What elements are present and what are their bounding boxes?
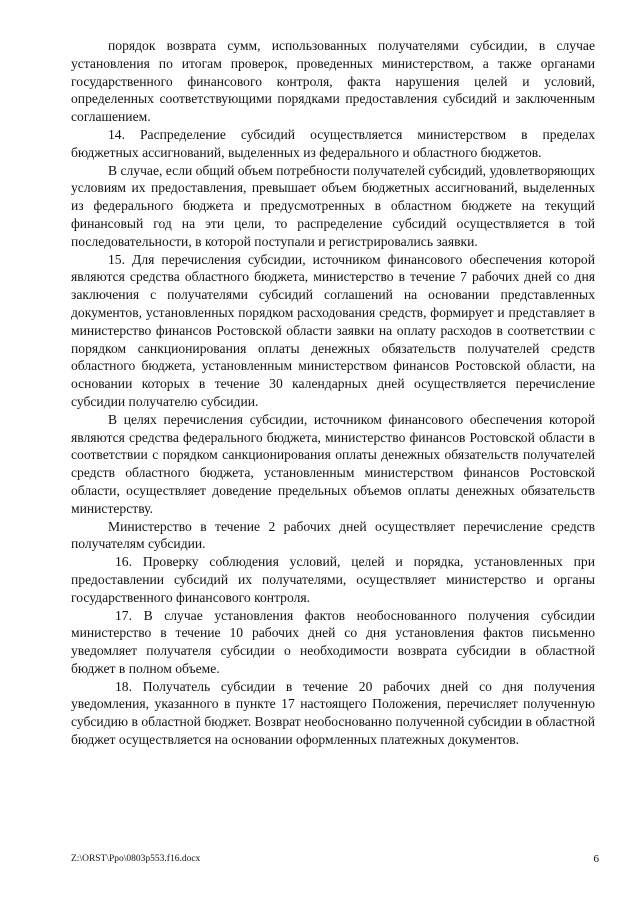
paragraph-14-case: В случае, если общий объем потребности получателей субсидий, удовлетворяющих условиям их предоставления, превышает объем бюджетных ассигнований, выделенных из федерального бюджета и предусмотренных в областном бюджете на текущий финансовый год на эти цели, то распределение субсидий осуществляется в той последовательности, в которой поступали и регистрировались заявки. (71, 162, 595, 249)
document-body (71, 37, 595, 749)
paragraph-18: 18. Получатель субсидии в течение 20 рабочих дней со дня получения уведомления, указанного в пункте 17 настоящего Положения, перечисляет полученную субсидию в областной бюджет. Возврат необоснованно полученной субсидии в областной бюджет осуществляется на основании оформленных платежных документов. (71, 678, 595, 748)
paragraph-15-federal: В целях перечисления субсидии, источником финансового обеспечения которой являются средства федерального бюджета, министерство финансов Ростовской области в соответствии с порядком санкционирования оплаты денежных обязательств получателей средств областного бюджета, установленным министерством финансов Ростовской области, осуществляет доведение предельных объемов оплаты денежных обязательств министерству. (71, 411, 595, 516)
paragraph-14: 14. Распределение субсидий осуществляется министерством в пределах бюджетных ассигнований, выделенных из федерального и областного бюджетов. (71, 126, 595, 160)
footer-file-path: Z:\ORST\Ppo\0803p553.f16.docx (71, 854, 201, 864)
paragraph-16: 16. Проверку соблюдения условий, целей и порядка, установленных при предоставлении субсидий их получателями, осуществляет министерство и органы государственного финансового контроля. (71, 554, 595, 605)
page-number: 6 (593, 853, 599, 865)
paragraph-15: 15. Для перечисления субсидии, источником финансового обеспечения которой являются средства областного бюджета, министерство в течение 7 рабочих дней со дня заключения с получателями субсидий соглашений на основании представленных документов, установленных порядком расходования средств, формирует и представляет в министерство финансов Ростовской области заявки на оплату расходов в соответствии с порядком санкционирования оплаты денежных обязательств получателей средств областного бюджета, установленным министерством финансов Ростовской области, на основании которых в течение 30 календарных дней осуществляется перечисление субсидии получателю субсидии. (71, 251, 595, 409)
paragraph-13-continuation: порядок возврата сумм, использованных получателями субсидии, в случае установления по итогам проверок, проведенных министерством, а также органами государственного финансового контроля, факта нарушения целей и условий, определенных соответствующими порядками предоставления субсидий и заключенным соглашением. (71, 38, 595, 125)
paragraph-17: 17. В случае установления фактов необоснованного получения субсидии министерство в течение 10 рабочих дней со дня установления фактов письменно уведомляет получателя субсидии о необходимости возврата субсидии в областной бюджет в полном объеме. (71, 607, 595, 676)
paragraph-15-transfer: Министерство в течение 2 рабочих дней осуществляет перечисление средств получателям субсидии. (71, 518, 595, 552)
